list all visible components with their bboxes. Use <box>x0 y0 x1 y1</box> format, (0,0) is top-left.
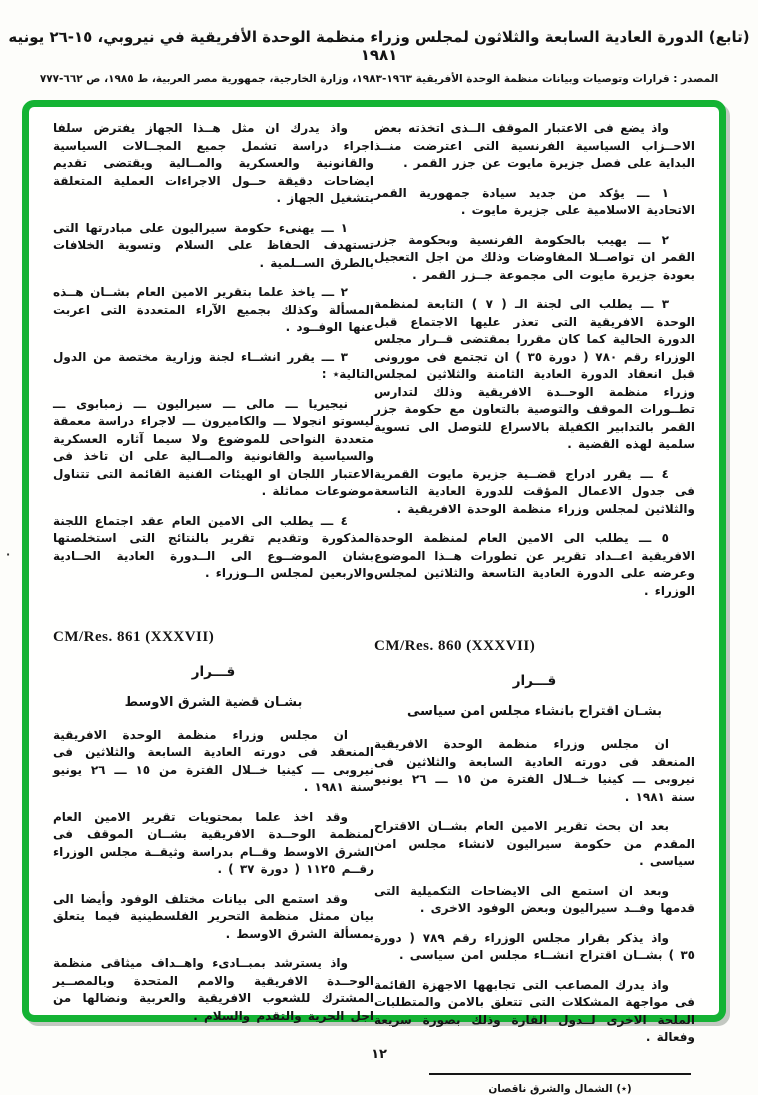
footnote-divider <box>429 1073 691 1075</box>
resolution-word: قـــرار <box>191 663 236 680</box>
body-paragraph: وقد استمع الى بيانات مختلف الوفود وأيضا الى بيان ممثل منظمة التحرير الفلسطينية فيما يتعلق بمسألة الشرق الاوسط . <box>53 891 374 941</box>
session-title: (تابع) الدورة العادية السابعة والثلاثون لمجلس وزراء منظمة الوحدة الأفريقية في نيروبي، ١٥-٢٦ يونيه ١٩٨١ <box>8 28 750 64</box>
body-paragraph: ١ ـــ يهنىء حكومة سيراليون على مبادرتها التى تستهدف الحفاظ على السلام وتسوية الخلافات بالطرق الســلمية . <box>53 220 374 270</box>
body-paragraph: ان مجلس وزراء منظمة الوحدة الافريقية المنعقد فى دورته العادية السابعة والثلاثين فى نيروبى ـــ كينيا خــلال الفترة من ١٥ ـــ ٢٦ يونيو سنة ١٩٨١ . <box>374 737 695 804</box>
body-paragraph: ٢ ـــ يهيب بالحكومة الفرنسية وبحكومة جزر القمر ان تواصــلا المفاوضات وذلك من اجل التعجيل بعودة جزيرة مايوت الى مجموعة جــزر القمر . <box>374 232 695 282</box>
page-number: ١٢ <box>371 1047 387 1062</box>
body-paragraph: نيجيريا ـــ مالى ـــ سيراليون ـــ زمبابوى ـــ ليسوتو انجولا ـــ والكاميرون ـــ لاجراء دراسة معمقة متعددة النواحى للموضوع ولا سيما آثاره العسكرية والسياسية والقانونية والمــالية على ان تاخذ فى الاعتبار اللجان او الهيئات الفنية القائمة التى تتناول موضوعات مماثلة . <box>53 396 374 498</box>
body-paragraph: ٤ ـــ يطلب الى الامين العام عقد اجتماع اللجنة المذكورة وتقديم تقرير بالنتائج التى استخلصتها بشان الموضــوع الى الــدورة العادية الحــادية والاربعين لمجلس الــوزراء . <box>53 513 374 580</box>
green-border-box <box>22 100 726 1095</box>
body-paragraph: بعد ان بحث تقرير الامين العام بشــان الاقتراح المقدم من حكومة سيراليون لانشاء مجلس امن سياسى . <box>374 819 695 868</box>
scan-margin-mark: · <box>6 548 11 561</box>
body-paragraph: ان مجلس وزراء منظمة الوحدة الافريقية المنعقد فى دورته العادية السابعة والثلاثين فى نيروبى ـــ كينيا خــلال الفترة من ١٥ ـــ ٢٦ يونيو سنة ١٩٨١ . <box>53 727 374 794</box>
resolution-subject-861: بشـان قضية الشرق الاوسط <box>124 694 303 710</box>
body-paragraph: واذ يدرك المصاعب التى تجابهها الاجهزة القائمة فى مواجهة المشكلات التى تتعلق بالامن والمتطلبات الملحة الاخرى لــدول القارة وذلك بصورة سريعة وفعالة . <box>374 977 695 1044</box>
two-column-text-area <box>29 107 719 1095</box>
body-paragraph: ٢ ـــ ياخذ علما بتقرير الامين العام بشــان هــذه المسألة وكذلك بجميع الآراء المتعددة التى اعربت عنها الوفــود . <box>53 285 374 334</box>
resolution-number-861: CM/Res. 861 (XXXVII) <box>53 628 215 645</box>
body-paragraph: ٤ ـــ يقرر ادراج قضــية جزيرة مايوت القمرية فى جدول الاعمال المؤقت للدورة العادية التاسعة والثلاثين لمجلس وزراء منظمة الوحدة الافريقية . <box>374 466 695 516</box>
body-paragraph: واذ يذكر بقرار مجلس الوزراء رقم ٧٨٩ ( دورة ٣٥ ) بشــان اقتراح انشــاء مجلس امن سياسى . <box>374 930 695 962</box>
resolution-number-860: CM/Res. 860 (XXXVII) <box>374 638 536 654</box>
body-paragraph: ٣ ـــ يقرر انشــاء لجنة وزارية مختصة من الدول التالية٭ : <box>53 349 374 381</box>
body-paragraph: ١ ـــ يؤكد من جديد سيادة جمهورية القمر الاتحادية الاسلامية على جزيرة مايوت . <box>374 185 695 217</box>
page-header <box>0 28 758 85</box>
left-column <box>53 120 374 1023</box>
body-paragraph: ٣ ـــ يطلب الى لجنة الـ ( ٧ ) التابعة لمنظمة الوحدة الافريقية التى تعذر عليها الاجتماع قبل الدورة الحالية كما كان مقررا بمقتضى قــرار مجلس الوزراء رقم ٧٨٠ ( دورة ٣٥ ) ان تجتمع فى مورونى قبل انعقاد الدورة العادية الثامنة والثلاثين لمجلس وزراء منظمة الوحــدة الافريقية وذلك لتدارس تطــورات الموقف والتوصية بالتعاون مع حكومة جزر القمر بالتدابير الكفيلة بالاسراع للتوصل الى تسوية سلمية لهذه القضية . <box>374 297 695 451</box>
resolution-word: قـــرار <box>512 673 557 689</box>
body-paragraph: واذ يضع فى الاعتبار الموقف الــذى اتخذته بعض الاحــزاب السياسية الفرنسية التى اعترضت منــذ البداية على فصل جزيرة مايوت عن جزر القمر . <box>374 121 695 170</box>
body-paragraph: واذ يدرك ان مثل هــذا الجهاز يفترض سلفا اجراء دراسة تشمل جميع المجــالات السياسية والقانونية والعسكرية والمــالية ويقتضى تقديم ايضاحات دقيقة حــول الاجراءات العملية المتعلقة بتشغيل الجهاز . <box>53 121 374 205</box>
body-paragraph: وقد اخذ علما بمحتويات تقرير الامين العام لمنظمة الوحــدة الافريقية بشــان الموقف فى الشرق الاوسط وقــام بدراسة وثيقــة مجلس الوزراء رقــم ١١٢٥ ( دورة ٣٧ ) . <box>53 809 374 876</box>
body-paragraph: وبعد ان استمع الى الايضاحات التكميلية التى قدمها وفــد سيراليون وبعض الوفود الاخرى . <box>374 883 695 915</box>
footnote-text: (٭) الشمال والشرق ناقصان <box>488 1082 632 1095</box>
body-paragraph: ٥ ـــ يطلب الى الامين العام لمنظمة الوحدة الافريقية اعــداد تقرير عن تطورات هــذا الموضوع وعرضه على الدورة العادية التاسعة والثلاثين لمجلس الوزراء . <box>374 531 695 598</box>
resolution-subject-860: بشـان اقتراح بانشاء مجلس امن سياسى <box>407 704 662 719</box>
source-citation: المصدر : قرارات وتوصيات وبيانات منظمة الوحدة الأفريقية ١٩٦٣-١٩٨٣، وزارة الخارجية، جمهورية مصر العربية، ط ١٩٨٥، ص ٦٦٢-٧٧٧ <box>39 73 719 85</box>
body-paragraph: واذ يسترشد بمبــادىء واهــداف ميثاقى منظمة الوحــدة الافريقية والامم المتحدة وبالمصــير المشترك للشعوب الافريقية والعربية ونضالها من اجل الحرية والتقدم والسلام . <box>53 956 374 1023</box>
